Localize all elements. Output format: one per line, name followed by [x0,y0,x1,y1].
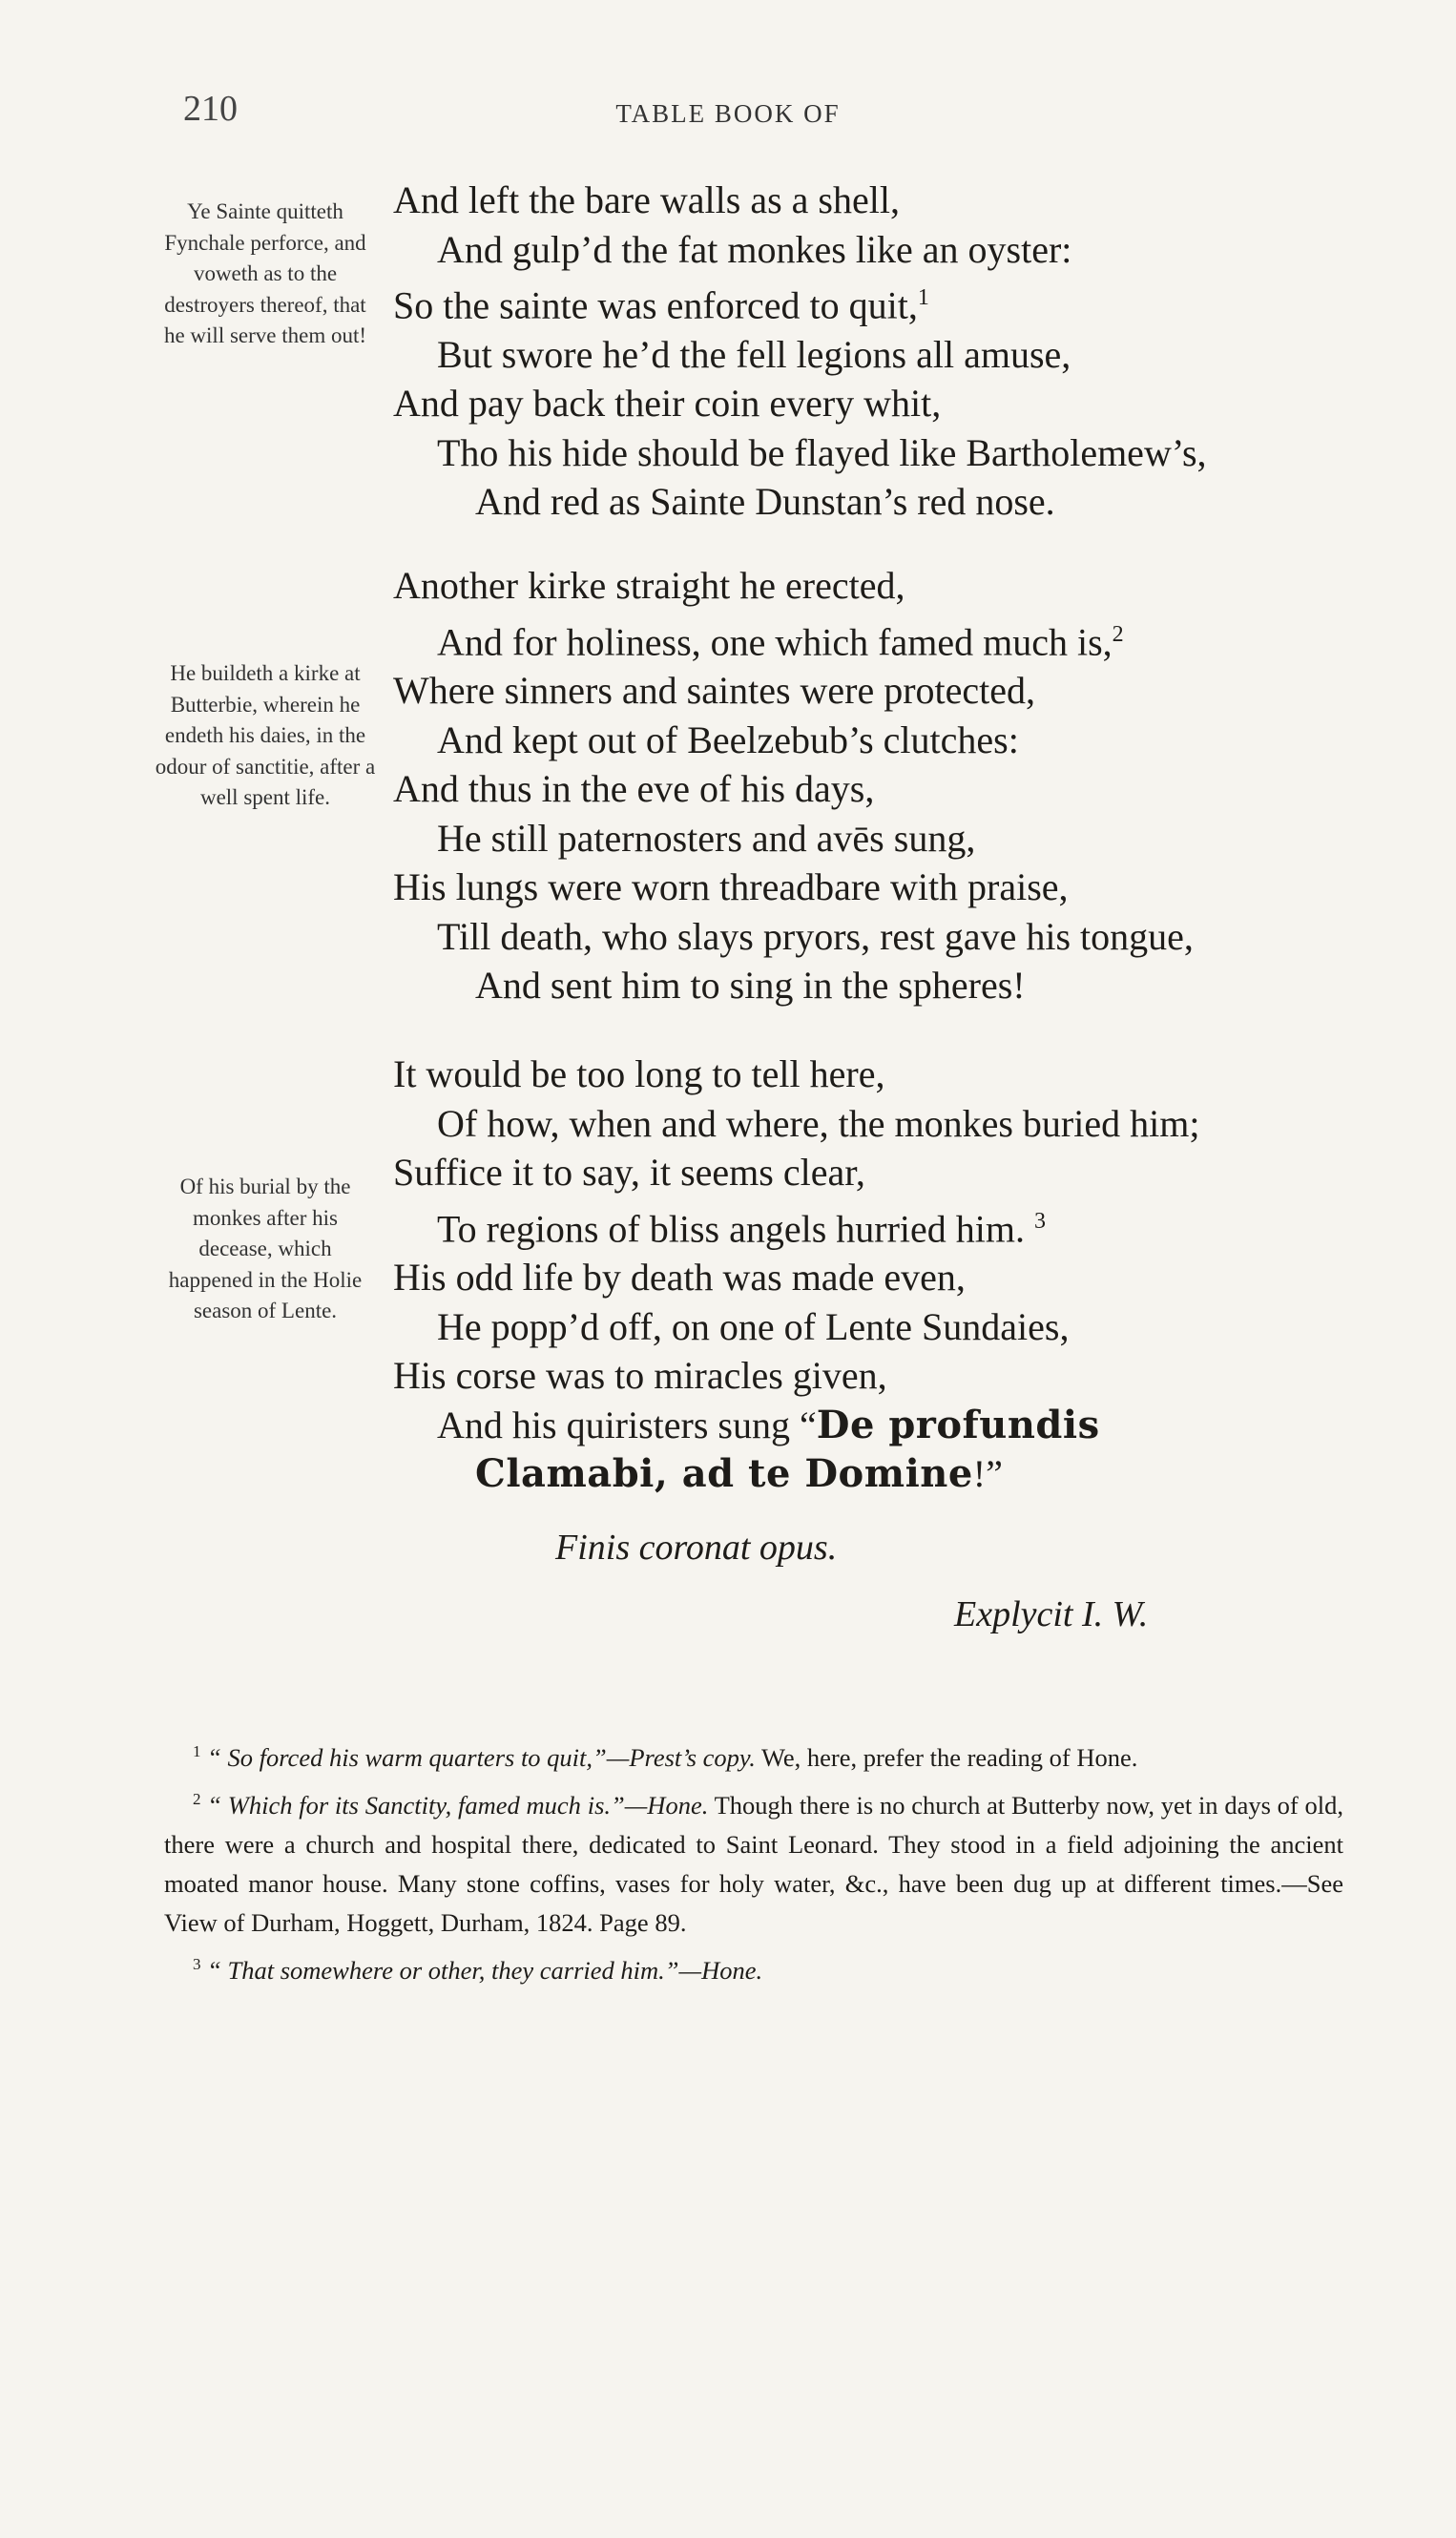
verse-line: Another kirke straight he erected, [393,564,905,607]
page-number: 210 [183,89,238,129]
verse-line: Where sinners and saintes were protected, [393,669,1036,713]
footnote-ref: 1 [917,285,929,310]
verse-line: And for holiness, one which famed much is,$^2$ [437,619,1124,663]
verse-line: His odd life by death was made even, [393,1256,966,1300]
footnote-ref: 3 [1034,1208,1046,1234]
explicit-signature: Explycit I. W. [954,1594,1149,1634]
footnotes [164,1732,1343,1991]
verse-line: He popp’d off, on one of Lente Sundaies, [437,1304,1070,1348]
verse-line: His corse was to miracles given, [393,1354,887,1398]
footnote: $^1$ “ So forced his warm quarters to quit,”—Prest’s copy. We, here, prefer the reading of Hone. [193,1742,1138,1772]
marginal-gloss: He buildeth a kirke at Butterbie, wherein he endeth his daies, in the odour of sanctitie, after a well spent life. [155,661,376,809]
verse-line: And pay back their coin every whit, [393,382,942,426]
marginal-gloss: Ye Sainte quitteth Fynchale perforce, and voweth as to the destroyers thereof, that he will serve them out! [163,199,367,347]
verse-line: And his quiristers sung “De profundis [437,1402,1100,1447]
verse-line: So the sainte was enforced to quit,$^1$ [393,283,929,327]
verse-line: Tho his hide should be flayed like Bartholemew’s, [437,430,1207,474]
verse-line: To regions of bliss angels hurried him. $^3$ [437,1206,1046,1250]
verse-line: And sent him to sing in the spheres! [475,964,1026,1008]
verse-line: Suffice it to say, it seems clear, [393,1151,865,1194]
verse-line: He still paternosters and avēs sung, [437,816,976,860]
footnote: $^2$ “ Which for its Sanctity, famed much is.”—Hone. Though there is no church at Butterby now, yet in days of old, there were a church and hospital there, dedicated to Saint Leonard. They stood in a field adjoining the ancient moated manor house. Many stone coffins, vases for holy water, &c., have been dug up at different times.—See View of Durham, Hoggett, Durham, 1824. Page 89. [164,1789,1343,1937]
verse-line: Of how, when and where, the monkes buried him; [437,1101,1200,1145]
closing-motto: Finis coronat opus. [555,1528,838,1568]
verse-line: And red as Sainte Dunstan’s red nose. [475,480,1055,524]
stanza [393,561,1194,1010]
verse-line: His lungs were worn threadbare with praise, [393,865,1069,909]
verse-line: It would be too long to tell here, [393,1052,885,1095]
verse-line: But swore he’d the fell legions all amuse, [437,332,1071,376]
verse-line: And thus in the eve of his days, [393,767,875,811]
verse-line: Till death, who slays pryors, rest gave his tongue, [437,914,1194,958]
verse-line: And left the bare walls as a shell, [393,178,900,221]
stanza [393,176,1207,527]
footnote-ref: 2 [1112,621,1124,647]
blackletter-text: Clamabi, ad te Domine [475,1451,973,1497]
blackletter-text: De profundis [816,1402,1100,1447]
running-title: TABLE BOOK OF [615,99,841,128]
stanza [393,1050,1199,1499]
verse-line: And kept out of Beelzebub’s clutches: [437,718,1019,761]
footnote: $^3$ “ That somewhere or other, they carried him.”—Hone. [193,1954,763,1985]
verse-line: And gulp’d the fat monkes like an oyster: [437,227,1072,271]
marginal-gloss: Of his burial by the monkes after his decease, which happened in the Holie season of Lente. [168,1175,363,1322]
verse-line: Clamabi, ad te Domine!” [475,1451,1003,1497]
